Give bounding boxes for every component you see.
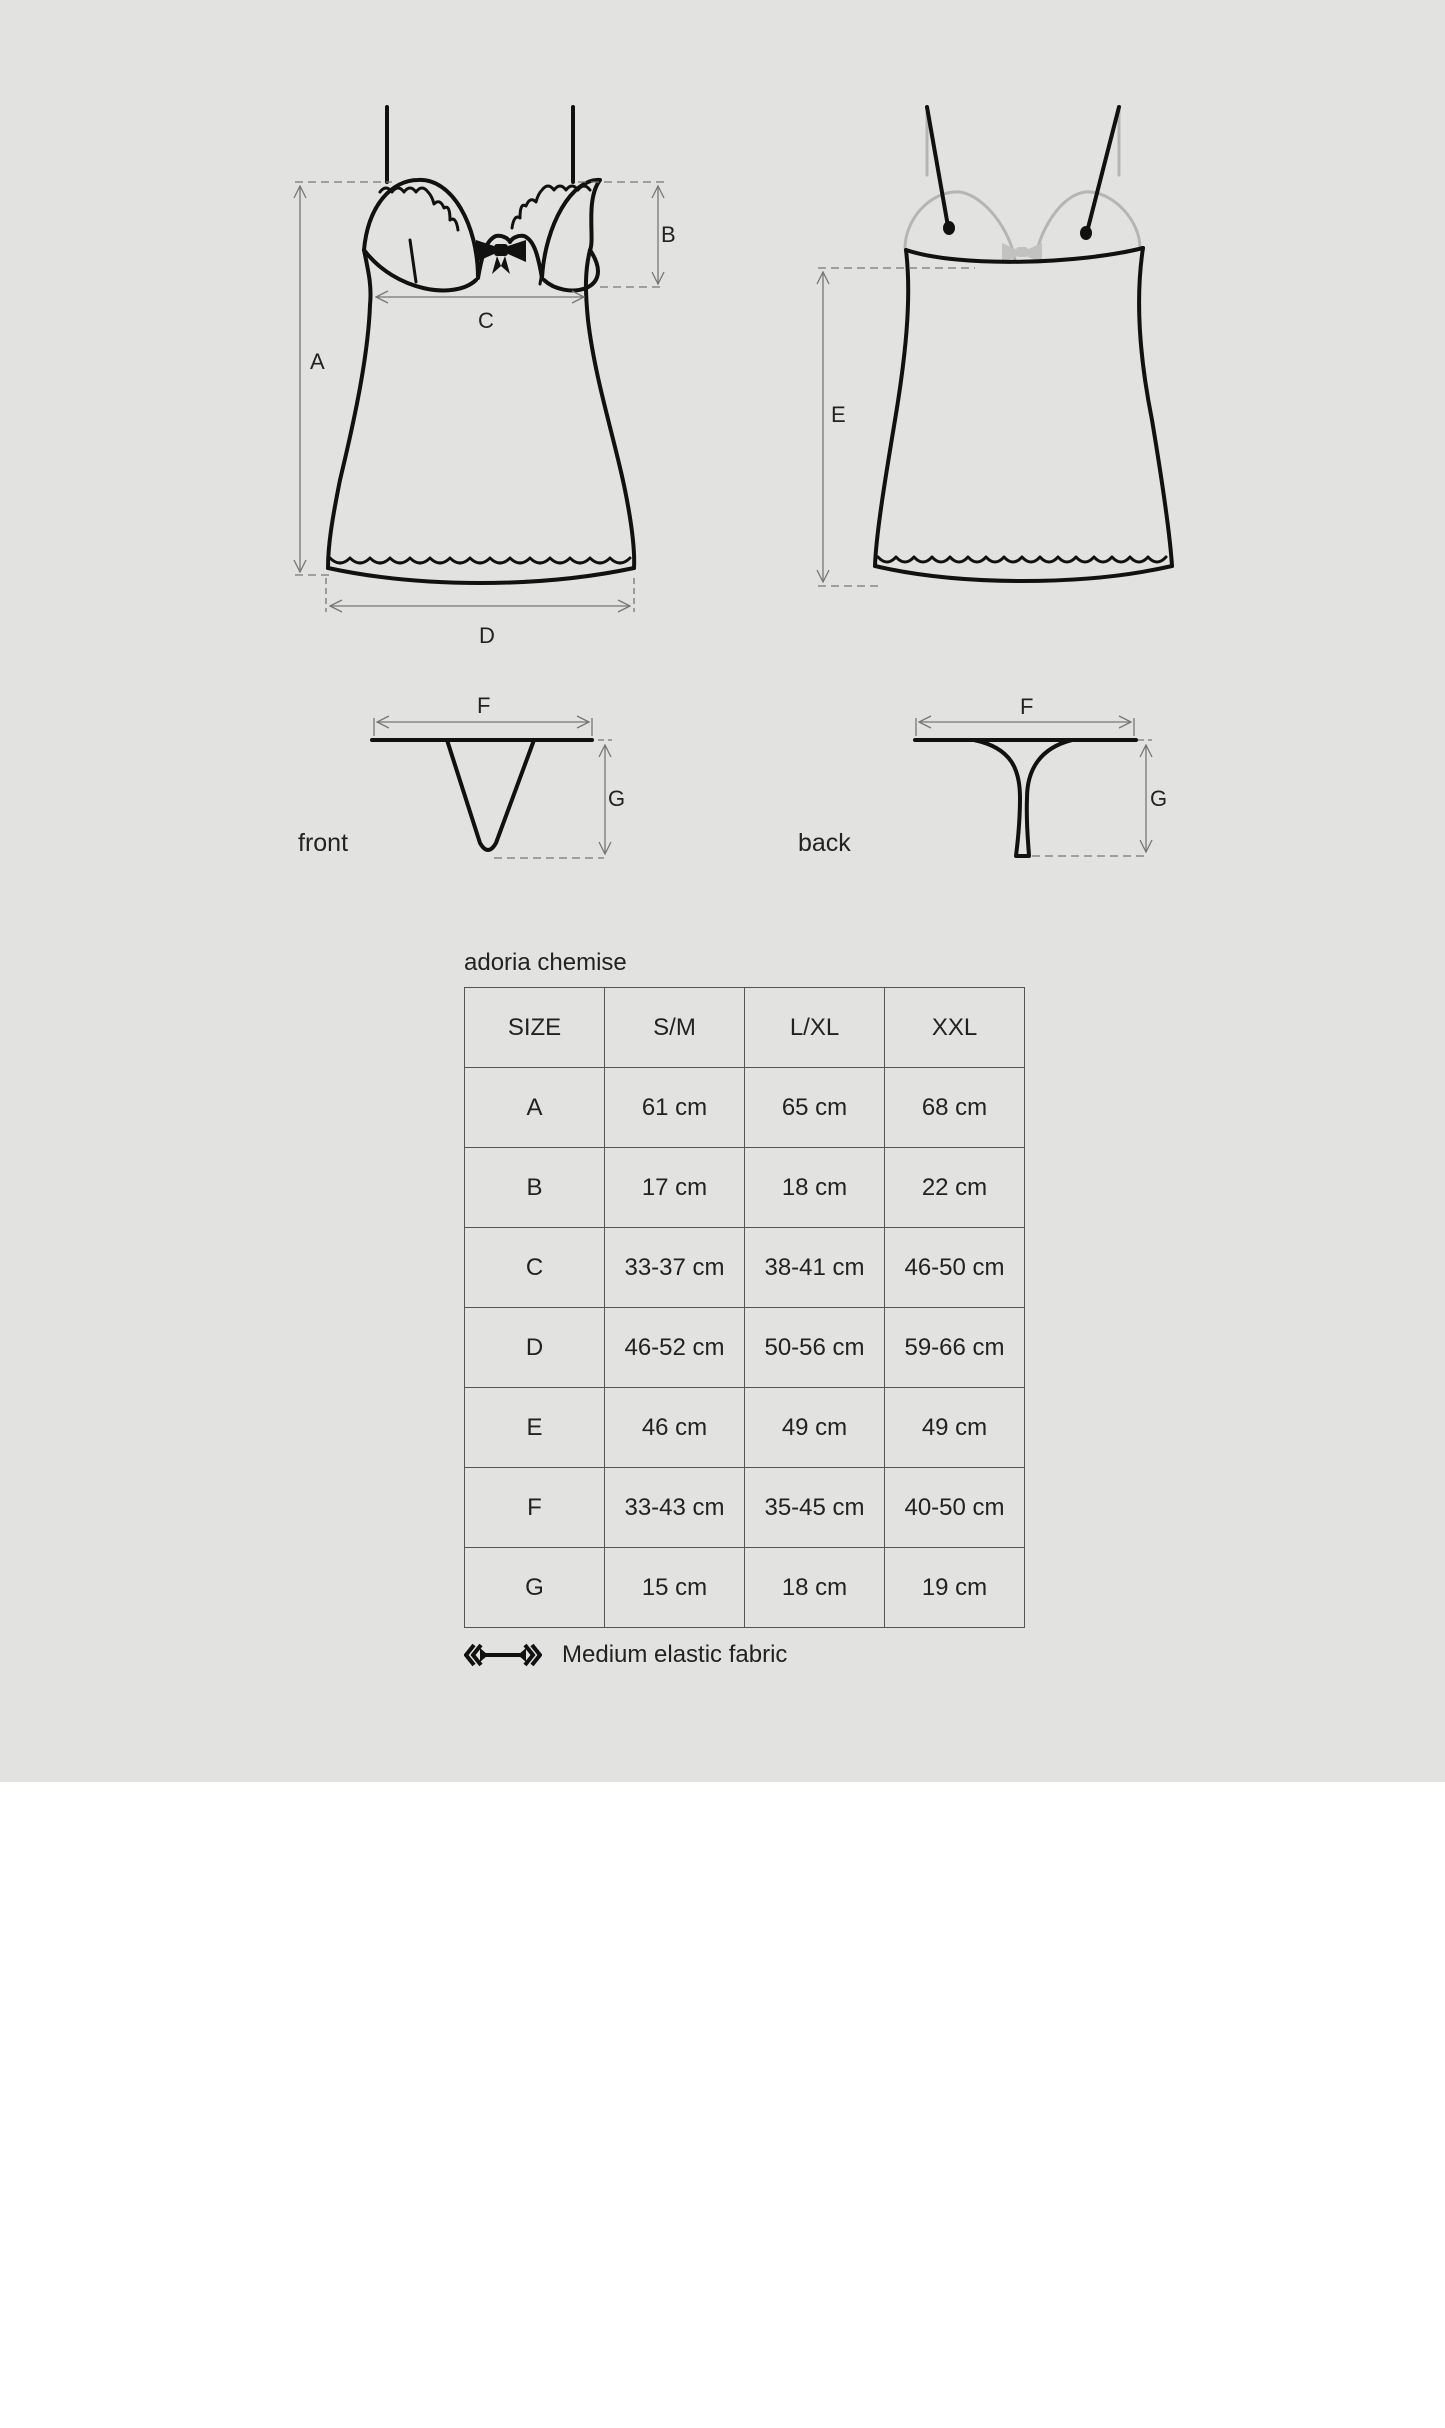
table-row — [465, 1228, 1025, 1308]
back-left-strap — [927, 107, 949, 232]
label-g-back: G — [1150, 786, 1168, 811]
back-hem — [875, 566, 1172, 581]
legend-text: Medium elastic fabric — [562, 1641, 788, 1668]
chemise-front — [328, 107, 634, 583]
table-title: adoria chemise — [464, 949, 627, 976]
size-table — [464, 987, 1025, 1628]
table-cell: 50-56 cm — [745, 1308, 885, 1388]
label-c: C — [478, 308, 494, 333]
row-label-cell: D — [465, 1308, 605, 1388]
back-lace-scallops — [878, 557, 1166, 562]
header-cell: L/XL — [745, 988, 885, 1068]
row-label-cell: F — [465, 1468, 605, 1548]
label-g-front: G — [608, 786, 626, 811]
garment-diagrams — [0, 0, 1445, 1000]
table-cell: 49 cm — [885, 1388, 1025, 1468]
table-cell: 46-52 cm — [605, 1308, 745, 1388]
back-right-strap — [1087, 107, 1119, 232]
table-cell: 59-66 cm — [885, 1308, 1025, 1388]
label-f-back: F — [1020, 694, 1034, 719]
table-row — [465, 1388, 1025, 1468]
thong-front — [372, 740, 592, 850]
table-cell: 19 cm — [885, 1548, 1025, 1628]
table-cell: 15 cm — [605, 1548, 745, 1628]
table-row — [465, 1468, 1025, 1548]
table-header-row — [465, 988, 1025, 1068]
table-cell: 40-50 cm — [885, 1468, 1025, 1548]
label-b: B — [661, 222, 676, 247]
chemise-back — [875, 107, 1172, 581]
table-cell: 18 cm — [745, 1148, 885, 1228]
table-cell: 38-41 cm — [745, 1228, 885, 1308]
back-dimensions — [818, 268, 975, 586]
row-label-cell: G — [465, 1548, 605, 1628]
table-cell: 49 cm — [745, 1388, 885, 1468]
front-bust-line — [364, 180, 600, 278]
row-label-cell: B — [465, 1148, 605, 1228]
front-right-side — [586, 250, 634, 568]
front-bow — [476, 240, 526, 274]
table-cell: 22 cm — [885, 1148, 1025, 1228]
back-left-side — [875, 250, 908, 566]
table-cell: 33-43 cm — [605, 1468, 745, 1548]
back-right-side — [1139, 248, 1172, 566]
front-caption: front — [298, 829, 349, 857]
table-cell: 33-37 cm — [605, 1228, 745, 1308]
table-cell: 68 cm — [885, 1068, 1025, 1148]
header-cell: SIZE — [465, 988, 605, 1068]
back-caption: back — [798, 829, 851, 857]
table-cell: 46 cm — [605, 1388, 745, 1468]
header-cell: XXL — [885, 988, 1025, 1068]
table-row — [465, 1068, 1025, 1148]
back-strap-clips — [943, 221, 1092, 240]
thong-back — [915, 740, 1136, 856]
table-row — [465, 1308, 1025, 1388]
front-left-side — [328, 250, 371, 568]
label-a: A — [310, 349, 325, 374]
table-cell: 65 cm — [745, 1068, 885, 1148]
row-label-cell: C — [465, 1228, 605, 1308]
table-cell: 18 cm — [745, 1548, 885, 1628]
front-lace-scallops — [330, 558, 630, 563]
label-f-front: F — [477, 693, 491, 718]
header-cell: S/M — [605, 988, 745, 1068]
table-cell: 17 cm — [605, 1148, 745, 1228]
table-cell: 61 cm — [605, 1068, 745, 1148]
label-e: E — [831, 402, 846, 427]
label-d: D — [479, 623, 495, 648]
row-label-cell: A — [465, 1068, 605, 1148]
row-label-cell: E — [465, 1388, 605, 1468]
table-row — [465, 1148, 1025, 1228]
table-cell: 35-45 cm — [745, 1468, 885, 1548]
table-row — [465, 1548, 1025, 1628]
front-hem — [328, 568, 634, 583]
table-cell: 46-50 cm — [885, 1228, 1025, 1308]
fabric-legend — [464, 1640, 787, 1670]
stretch-arrows-icon — [464, 1642, 542, 1668]
